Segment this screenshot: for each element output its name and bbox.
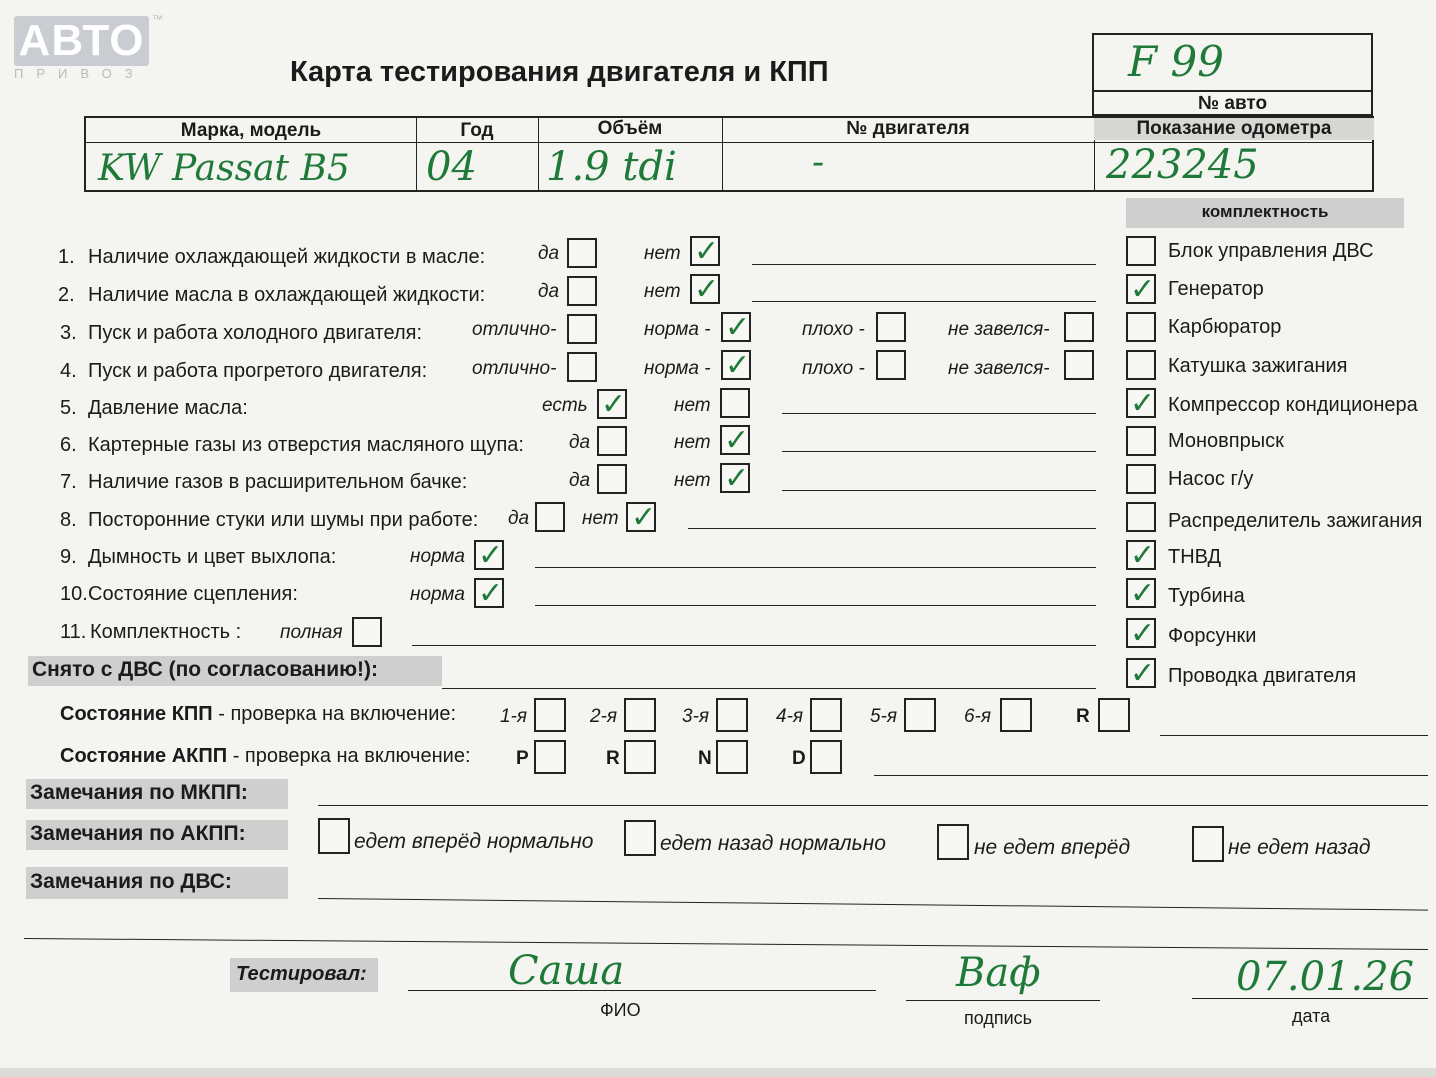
akpp-forward-ok-box[interactable] [318,818,350,854]
kit-box-9[interactable] [1126,538,1156,573]
check-mark-icon: ✓ [1130,576,1156,611]
akpp-forward-ok-label: едет вперёд нормально [354,830,594,853]
check-10-normal-box[interactable] [474,576,504,611]
kpp-gear-5-box[interactable] [904,698,936,732]
check-2-number: 2. [58,284,75,306]
check-mark-icon: ✓ [725,348,751,383]
car-number-value: F 99 [1128,37,1224,86]
check-mark-icon: ✓ [724,423,750,458]
date-caption: дата [1292,1006,1331,1026]
kit-item-1: Блок управления ДВС [1168,240,1374,262]
car-number-label: № авто [1092,90,1373,116]
check-10-label: Состояние сцепления: [88,583,298,605]
tester-name-value: Саша [508,948,625,994]
kit-item-7: Насос г/у [1168,468,1254,490]
engine-number-value: - [812,142,825,183]
signature-value: Ваф [956,950,1041,996]
odometer-header: Показание одометра [1094,118,1374,140]
odometer-value: 223245 [1106,142,1259,188]
kit-item-2: Генератор [1168,278,1264,300]
kpp-gear-1-label: 1-я [500,706,528,727]
check-mark-icon: ✓ [1130,272,1156,307]
kit-item-3: Карбюратор [1168,316,1282,338]
kit-box-6[interactable] [1126,426,1156,456]
akpp-no-forward-label: не едет вперёд [974,836,1131,859]
engine-number-header: № двигателя [846,118,970,139]
check-10-opt-normal: норма [410,584,465,605]
akpp-gear-d-label: D [792,748,806,769]
tested-by-label: Тестировал: [230,958,378,992]
check-5-absent-box[interactable] [720,388,750,418]
akpp-backward-ok-box[interactable] [624,820,656,856]
kpp-gear-2-box[interactable] [624,698,656,732]
check-1-opt-no: нет [644,243,681,264]
kit-item-4: Катушка зажигания [1168,355,1348,377]
logo-subtitle: ПРИВОЗ [14,66,146,81]
check-4-excellent-box[interactable] [567,352,597,382]
check-6-number: 6. [60,434,77,456]
check-1-no-box[interactable] [690,234,720,269]
check-8-number: 8. [60,509,77,531]
kpp-gear-4-label: 4-я [776,706,804,727]
check-10-number: 10. [60,583,88,605]
check-8-yes-box[interactable] [535,502,565,532]
page-title: Карта тестирования двигателя и КПП [290,56,829,88]
removed-from-engine-label: Снято с ДВС (по согласованию!): [28,656,442,686]
akpp-gear-r-box[interactable] [624,740,656,774]
kit-item-12: Проводка двигателя [1168,665,1357,687]
kit-title: комплектность [1126,198,1404,228]
kpp-gear-r-box[interactable] [1098,698,1130,732]
check-3-normal-box[interactable] [721,310,751,345]
kpp-gear-5-label: 5-я [870,706,898,727]
notes-dvs-label: Замечания по ДВС: [26,867,288,899]
kit-item-5: Компрессор кондиционера [1168,394,1418,416]
kpp-gear-3-box[interactable] [716,698,748,732]
akpp-gear-r-label: R [606,748,620,769]
akpp-gear-n-box[interactable] [716,740,748,774]
check-mark-icon: ✓ [1130,656,1156,691]
check-8-no-box[interactable] [626,500,657,535]
check-3-opt-no-start: не завелся- [948,319,1050,340]
date-value: 07.01.26 [1236,954,1415,1000]
check-2-yes-box[interactable] [567,276,597,306]
check-7-opt-no: нет [674,470,711,491]
akpp-gear-d-box[interactable] [810,740,842,774]
kpp-gear-r-label: R [1076,706,1090,727]
car-number-box [1092,33,1373,91]
kit-box-11[interactable] [1126,616,1156,651]
check-4-bad-box[interactable] [876,350,906,380]
check-9-normal-box[interactable] [474,538,504,573]
check-2-no-box[interactable] [690,272,720,307]
check-5-opt-present: есть [542,395,588,416]
check-2-label: Наличие масла в охлаждающей жидкости: [88,284,486,306]
check-1-opt-yes: да [538,243,560,264]
check-6-opt-yes: да [569,432,591,453]
year-header: Год [460,120,494,141]
check-mark-icon: ✓ [478,576,504,611]
check-3-label: Пуск и работа холодного двигателя: [88,322,423,344]
check-mark-icon: ✓ [478,538,504,573]
check-3-bad-box[interactable] [876,312,906,342]
check-11-full-box[interactable] [352,617,382,647]
check-5-opt-absent: нет [674,395,711,416]
notes-akpp-label: Замечания по АКПП: [26,820,288,850]
check-6-no-box[interactable] [720,423,750,458]
check-11-number: 11. [60,621,87,643]
kit-item-9: ТНВД [1168,546,1222,568]
akpp-backward-ok-label: едет назад нормально [660,832,886,855]
kit-box-2[interactable] [1126,272,1156,307]
check-6-label: Картерные газы из отверстия масляного щупа: [88,434,524,456]
check-7-number: 7. [60,471,77,493]
check-9-number: 9. [60,546,77,568]
year-value: 04 [426,144,477,190]
akpp-label: Состояние АКПП - проверка на включение: [60,745,471,767]
check-8-label: Посторонние стуки или шумы при работе: [88,509,479,531]
kpp-gear-6-box[interactable] [1000,698,1032,732]
kpp-label: Состояние КПП - проверка на включение: [60,703,457,725]
check-6-opt-no: нет [674,432,711,453]
check-4-opt-no-start: не завелся- [948,358,1050,379]
kpp-gear-2-label: 2-я [590,706,618,727]
check-4-number: 4. [60,360,77,382]
check-8-opt-no: нет [582,508,619,529]
akpp-no-forward-box[interactable] [937,824,969,860]
check-6-yes-box[interactable] [597,426,627,456]
check-7-no-box[interactable] [720,461,750,496]
check-mark-icon: ✓ [694,234,720,269]
kpp-gear-6-label: 6-я [964,706,992,727]
header-table [84,116,1374,192]
check-1-yes-box[interactable] [567,238,597,268]
check-3-excellent-box[interactable] [567,314,597,344]
check-3-opt-normal: норма - [644,319,711,340]
check-mark-icon: ✓ [631,500,657,535]
check-1-label: Наличие охлаждающей жидкости в масле: [88,246,486,268]
kit-box-4[interactable] [1126,350,1156,380]
check-3-opt-bad: плохо - [802,319,865,340]
kit-item-11: Форсунки [1168,625,1257,647]
check-5-label: Давление масла: [88,397,248,419]
kit-item-10: Турбина [1168,585,1245,607]
check-mark-icon: ✓ [601,387,627,422]
check-7-opt-yes: да [569,470,591,491]
check-9-label: Дымность и цвет выхлопа: [88,546,337,568]
logo-trademark: ™ [152,14,163,26]
signature-caption: подпись [964,1008,1033,1028]
check-5-present-box[interactable] [597,387,627,422]
check-9-opt-normal: норма [410,546,465,567]
check-7-label: Наличие газов в расширительном бачке: [88,471,468,493]
check-mark-icon: ✓ [1130,386,1156,421]
akpp-gear-p-box[interactable] [534,740,566,774]
check-3-no-start-box[interactable] [1064,312,1094,342]
brand-model-header: Марка, модель [180,120,322,141]
volume-header: Объём [597,118,663,139]
check-11-label: Комплектность : [90,621,242,643]
akpp-no-backward-box[interactable] [1192,826,1224,862]
kit-box-7[interactable] [1126,464,1156,494]
kit-box-10[interactable] [1126,576,1156,611]
akpp-gear-p-label: P [516,748,529,769]
check-4-label: Пуск и работа прогретого двигателя: [88,360,428,382]
kit-box-1[interactable] [1126,236,1156,266]
volume-value: 1.9 tdi [546,144,677,190]
check-4-opt-normal: норма - [644,358,711,379]
kit-box-8[interactable] [1126,502,1156,532]
kit-box-12[interactable] [1126,656,1156,691]
check-4-opt-bad: плохо - [802,358,865,379]
check-mark-icon: ✓ [725,310,751,345]
kit-item-8: Распределитель зажигания [1168,510,1423,532]
kit-item-6: Моновпрыск [1168,430,1284,452]
check-4-opt-excellent: отлично- [472,358,557,379]
akpp-no-backward-label: не едет назад [1228,836,1371,859]
check-2-opt-no: нет [644,281,681,302]
check-8-opt-yes: да [508,508,530,529]
avto-logo: АВТО [14,16,149,66]
check-7-yes-box[interactable] [597,464,627,494]
check-3-opt-excellent: отлично- [472,319,557,340]
check-mark-icon: ✓ [694,272,720,307]
name-caption: ФИО [600,1000,641,1020]
kit-box-5[interactable] [1126,386,1156,421]
check-1-number: 1. [58,246,75,268]
check-mark-icon: ✓ [1130,616,1156,651]
check-mark-icon: ✓ [724,461,750,496]
kpp-gear-3-label: 3-я [682,706,710,727]
notes-mkpp-label: Замечания по МКПП: [26,779,288,809]
check-2-opt-yes: да [538,281,560,302]
check-4-no-start-box[interactable] [1064,350,1094,380]
brand-model-value: KW Passat B5 [98,148,350,189]
check-4-normal-box[interactable] [721,348,751,383]
check-mark-icon: ✓ [1130,538,1156,573]
kpp-gear-1-box[interactable] [534,698,566,732]
check-3-number: 3. [60,322,77,344]
check-11-opt-full: полная [280,622,343,643]
kit-box-3[interactable] [1126,312,1156,342]
check-5-number: 5. [60,397,77,419]
akpp-gear-n-label: N [698,748,712,769]
kpp-gear-4-box[interactable] [810,698,842,732]
